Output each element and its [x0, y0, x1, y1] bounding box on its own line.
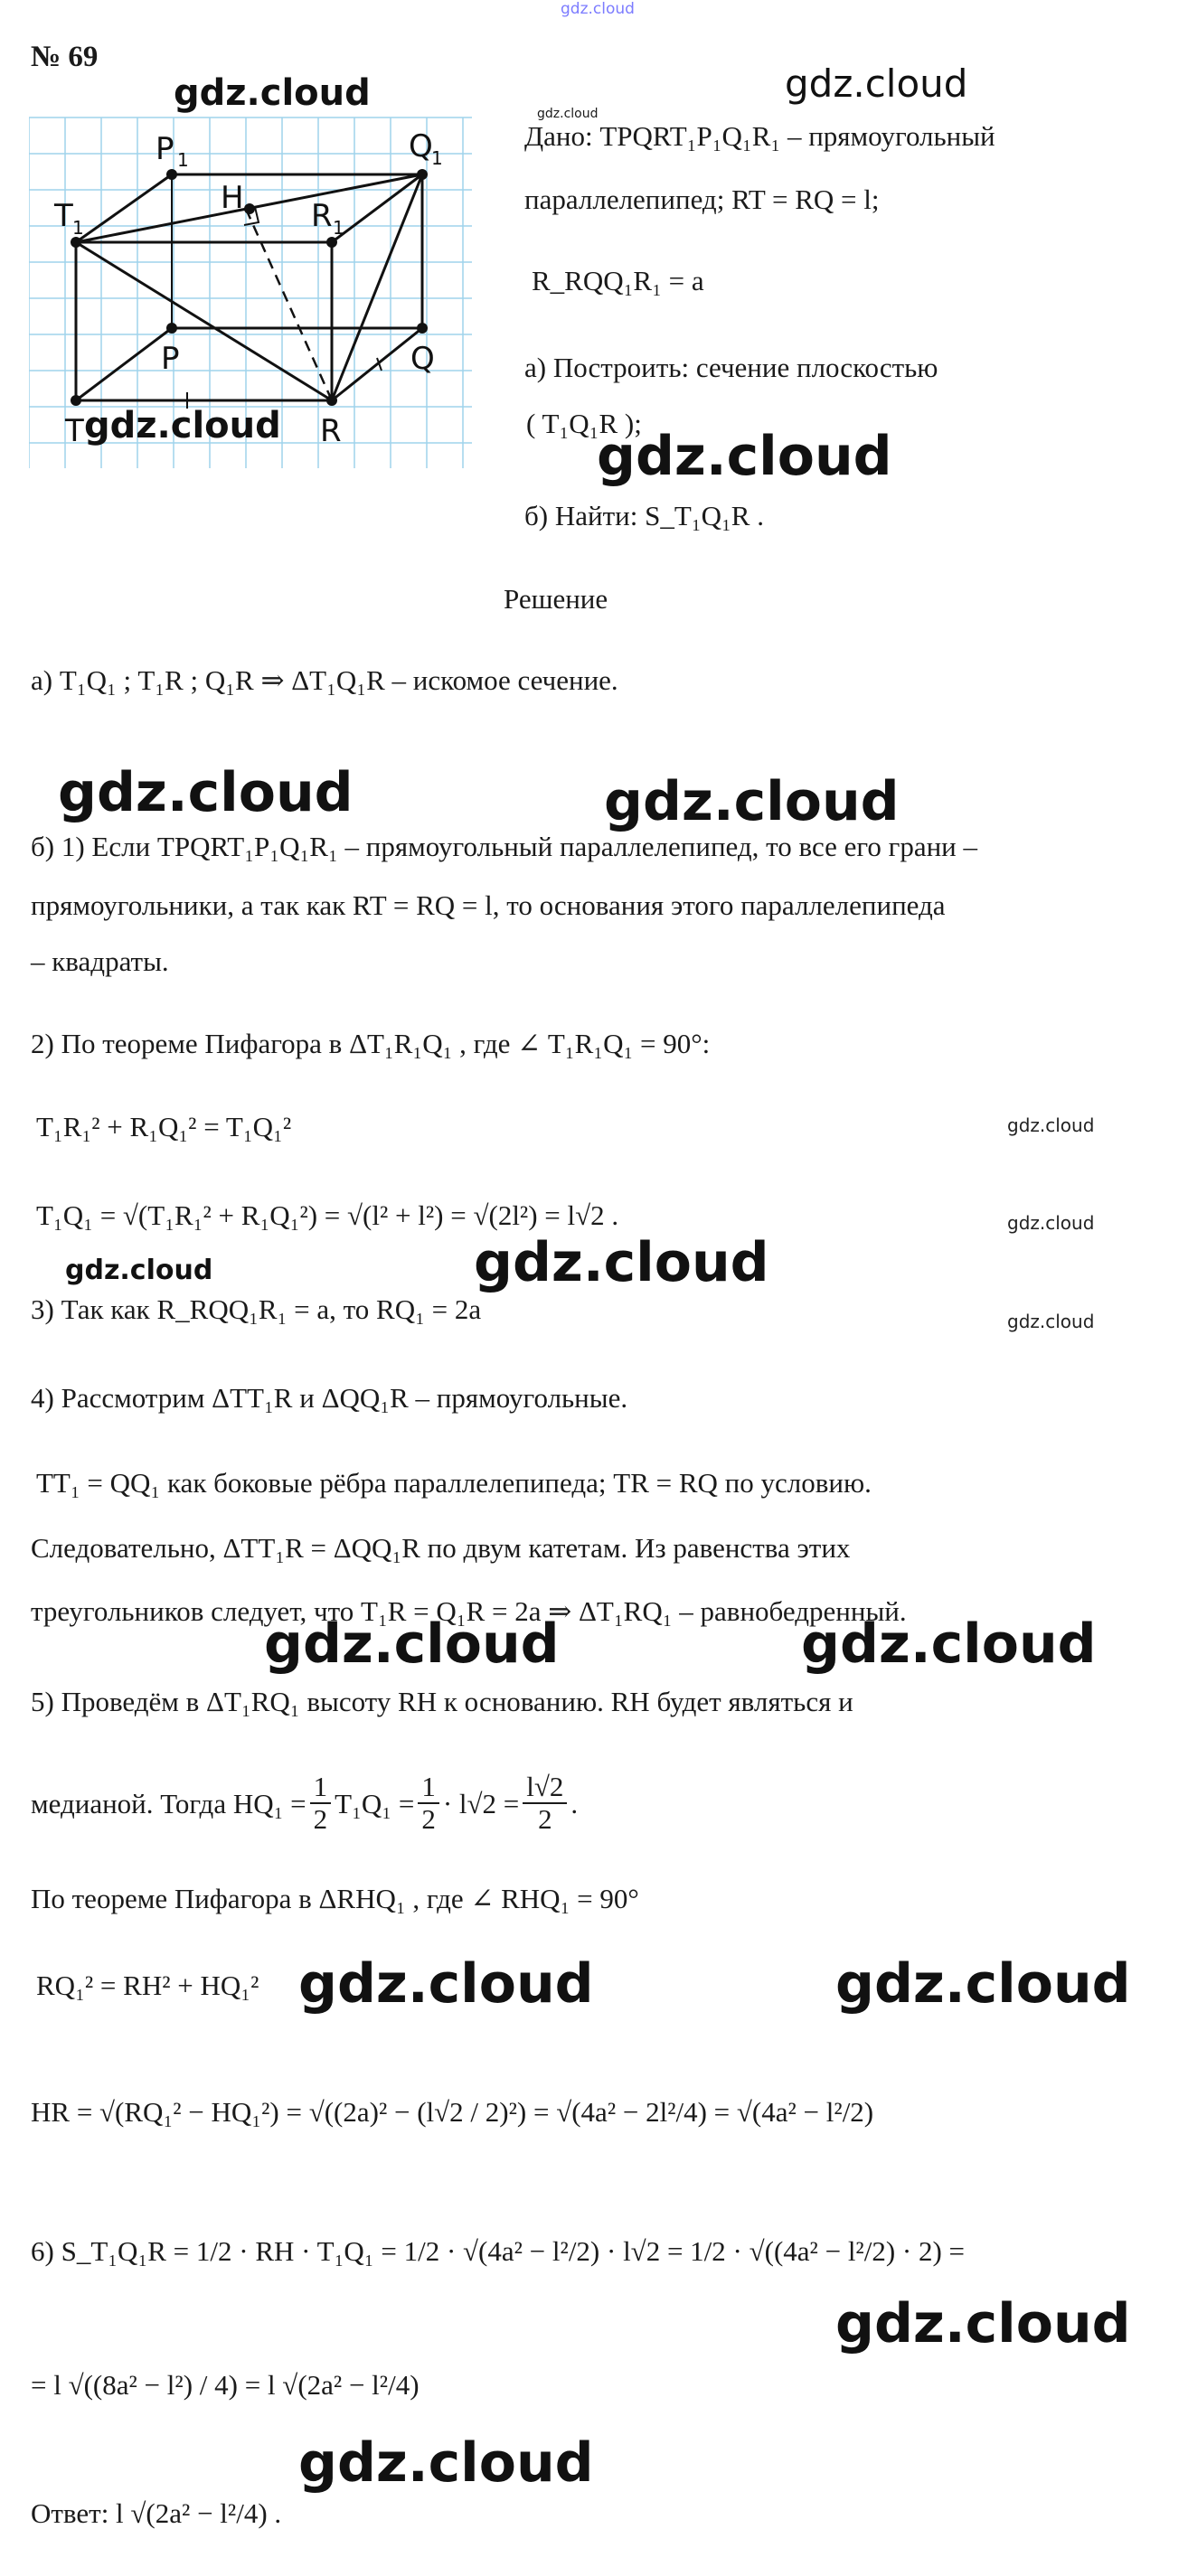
part-b1-line1: б) 1) Если TPQRT₁P₁Q₁R₁ – прямоугольный параллелепипед, то все его грани –	[31, 831, 978, 862]
step5-eq1: RQ₁² = RH² + HQ₁²	[36, 1970, 259, 2001]
step2-eq2: T₁Q₁ = √(T₁R₁² + R₁Q₁²) = √(l² + l²) = √(2l²) = l√2 .	[36, 1199, 619, 1231]
fraction-numerator: 1	[418, 1772, 439, 1804]
step4-line1: TT₁ = QQ₁ как боковые рёбра параллелепипеда; TR = RQ по условию.	[36, 1467, 872, 1499]
label-t1: T	[54, 198, 73, 234]
label-q: Q	[410, 341, 435, 377]
fraction-numerator: l√2	[523, 1772, 567, 1804]
step2-eq1: T₁R₁² + R₁Q₁² = T₁Q₁²	[36, 1111, 292, 1142]
fraction-l-root2	[523, 1772, 567, 1835]
watermark: gdz.cloud	[801, 1612, 1097, 1676]
answer: Ответ: l √(2a² − l²/4) .	[31, 2497, 282, 2529]
watermark: gdz.cloud	[298, 1952, 594, 2016]
fraction-denominator: 2	[538, 1803, 552, 1836]
watermark: gdz.cloud	[835, 1952, 1131, 2016]
task-a-line2: ( T₁Q₁R );	[526, 408, 642, 439]
part-a: а) T₁Q₁ ; T₁R ; Q₁R ⇒ ΔT₁Q₁R – искомое сечение.	[31, 664, 618, 696]
fraction-denominator: 2	[421, 1803, 436, 1836]
label-t: T	[65, 413, 84, 449]
label-p: P	[161, 341, 180, 377]
watermark-small: gdz.cloud	[1007, 1212, 1095, 1234]
task-b: б) Найти: S_T₁Q₁R .	[524, 500, 764, 531]
fraction-half-2	[418, 1772, 439, 1835]
label-q1: Q	[409, 128, 433, 165]
given-label: Дано:	[524, 120, 593, 152]
given-text1: TPQRT₁P₁Q₁R₁ – прямоугольный	[599, 120, 995, 152]
step6-line1: 6) S_T₁Q₁R = 1/2 · RH · T₁Q₁ = 1/2 · √(4a² − l²/2) · l√2 = 1/2 · √((4a² − l²/2) · 2) =	[31, 2235, 966, 2267]
step5-text-a: медианой. Тогда HQ₁ =	[31, 1787, 306, 1819]
step5-line3: По теореме Пифагора в ΔRHQ₁ , где ∠ RHQ₁ = 90°	[31, 1883, 639, 1914]
problem-number: № 69	[31, 41, 99, 73]
step2: 2) По теореме Пифагора в ΔT₁R₁Q₁ , где ∠ T₁R₁Q₁ = 90°:	[31, 1028, 711, 1059]
part-b1-line3: – квадраты.	[31, 945, 169, 977]
given-line1	[524, 119, 995, 153]
step4-line3: треугольников следует, что T₁R = Q₁R = 2a ⇒ ΔT₁RQ₁ – равнобедренный.	[31, 1595, 907, 1627]
given-line2: параллелепипед; RT = RQ = l;	[524, 183, 880, 215]
step6-line2: = l √((8a² − l²) / 4) = l √(2a² − l²/4)	[31, 2369, 420, 2401]
watermark: gdz.cloud	[835, 2292, 1131, 2355]
watermark: gdz.cloud	[58, 761, 354, 824]
label-p1-sub: 1	[177, 149, 189, 171]
step5-line2	[31, 1772, 578, 1835]
site-link[interactable]: gdz.cloud	[561, 0, 635, 18]
watermark: gdz.cloud	[264, 1612, 560, 1676]
fraction-numerator: 1	[310, 1772, 332, 1804]
label-h: H	[221, 180, 244, 216]
label-t1-sub: 1	[72, 217, 84, 239]
part-b1-line2: прямоугольники, а так как RT = RQ = l, то основания этого параллелепипеда	[31, 889, 946, 921]
solution-heading: Решение	[504, 583, 608, 615]
step3: 3) Так как R_RQQ₁R₁ = a, то RQ₁ = 2a	[31, 1293, 482, 1325]
watermark: gdz.cloud	[785, 61, 968, 106]
step5-text-c: · l√2 =	[442, 1787, 520, 1819]
watermark: gdz.cloud	[65, 1255, 213, 1286]
watermark-small: gdz.cloud	[537, 107, 599, 121]
label-r1-sub: 1	[333, 217, 344, 239]
watermark: gdz.cloud	[174, 72, 371, 114]
given-line3: R_RQQ₁R₁ = a	[532, 265, 704, 296]
watermark-small: gdz.cloud	[1007, 1114, 1095, 1136]
label-r1: R	[311, 198, 333, 234]
task-a-line1: а) Построить: сечение плоскостью	[524, 352, 938, 383]
step5-text-end: .	[570, 1787, 579, 1819]
watermark-small: gdz.cloud	[1007, 1311, 1095, 1332]
step5-line1: 5) Проведём в ΔT₁RQ₁ высоту RH к основанию. RH будет являться и	[31, 1686, 853, 1717]
step5-eq2: HR = √(RQ₁² − HQ₁²) = √((2a)² − (l√2 / 2)²) = √(4a² − 2l²/4) = √(4a² − l²/2)	[31, 2096, 874, 2128]
step4-line2: Следовательно, ΔTT₁R = ΔQQ₁R по двум катетам. Из равенства этих	[31, 1532, 851, 1564]
label-p1: P	[156, 131, 174, 167]
fraction-denominator: 2	[313, 1803, 328, 1836]
step5-text-b: T₁Q₁ =	[335, 1787, 415, 1819]
watermark: gdz.cloud	[84, 405, 281, 447]
watermark: gdz.cloud	[604, 770, 900, 833]
watermark: gdz.cloud	[298, 2431, 594, 2495]
fraction-half	[310, 1772, 332, 1835]
step4: 4) Рассмотрим ΔTT₁R и ΔQQ₁R – прямоугольные.	[31, 1382, 628, 1414]
label-r: R	[320, 413, 342, 449]
label-q1-sub: 1	[431, 147, 443, 169]
watermark: gdz.cloud	[474, 1231, 769, 1294]
watermark: gdz.cloud	[597, 425, 892, 488]
